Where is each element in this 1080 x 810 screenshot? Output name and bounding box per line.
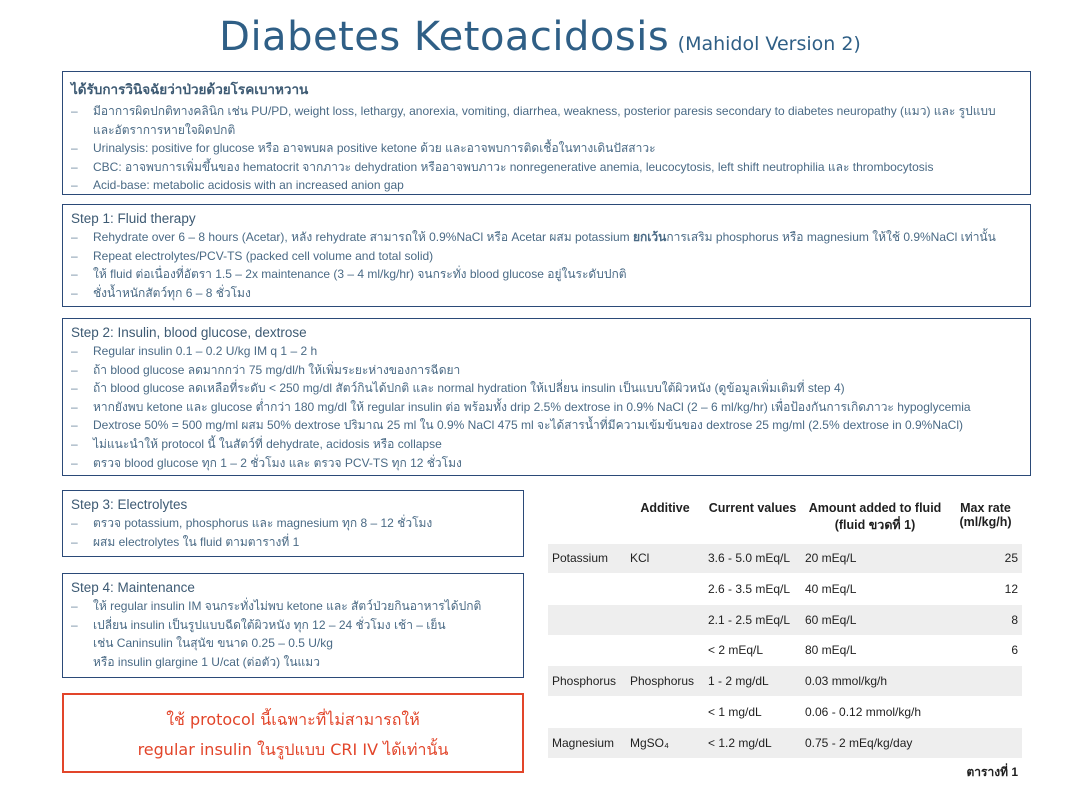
list-item: – หากยังพบ ketone และ glucose ต่ำกว่า 180 mg/dl ให้ regular insulin ต่อ พร้อมทั้ง drip 2.5% dextrose in 0.9% NaCl (2 – 6 ml/kg/hr) เพื่อป้องกันการเกิดภาวะ hypoglycemia [71, 398, 1022, 417]
step1-item1-bold: ยกเว้น [633, 230, 667, 244]
warning-line-1: ใช้ protocol นี้เฉพาะที่ไม่สามารถให้ [166, 710, 420, 729]
step2-box [62, 318, 1031, 476]
list-item: และอัตราการหายใจผิดปกติ [93, 122, 236, 137]
table-cell: MgSO₄ [626, 727, 704, 758]
table-cell: 12 [949, 574, 1022, 605]
table-cell: 80 mEq/L [801, 635, 949, 666]
table-row [548, 666, 1022, 697]
table-cell [626, 696, 704, 727]
table-cell: KCl [626, 543, 704, 574]
table-cell: Potassium [548, 543, 626, 574]
table-cell: < 1 mg/dL [704, 696, 801, 727]
table-cell: 0.03 mmol/kg/h [801, 666, 949, 697]
table-cell [949, 727, 1022, 758]
table-cell: 40 mEq/L [801, 574, 949, 605]
list-item: – Urinalysis: positive for glucose หรือ อาจพบผล positive ketone ด้วย และอาจพบการติดเชื้อในทางเดินปัสสาวะ [71, 139, 1022, 158]
step4-heading: Step 4: Maintenance [71, 580, 195, 595]
table-row [548, 543, 1022, 574]
table-cell: 0.75 - 2 mEq/kg/day [801, 727, 949, 758]
step4-list [71, 597, 515, 671]
list-item [71, 228, 1022, 247]
table-cell [949, 666, 1022, 697]
list-item: – Dextrose 50% = 500 mg/ml ผสม 50% dextrose ปริมาณ 25 ml ใน 0.9% NaCl 475 ml จะได้สารน้ำที่มีความเข้มข้นของ dextrose 25 mg/ml (2.5% dextrose in 0.9%NaCl) [71, 416, 1022, 435]
table-row [548, 604, 1022, 635]
page-title: Diabetes Ketoacidosis [219, 14, 670, 60]
list-item: – Repeat electrolytes/PCV-TS (packed cell volume and total solid) [71, 247, 1022, 266]
table-cell: Phosphorus [626, 666, 704, 697]
step3-box [62, 490, 524, 557]
warning-line-2: regular insulin ในรูปแบบ CRI IV ได้เท่านั้น [137, 740, 449, 759]
table-cell: 3.6 - 5.0 mEq/L [704, 543, 801, 574]
table-cell [626, 574, 704, 605]
diagnosis-box [62, 71, 1031, 195]
list-item: – ถ้า blood glucose ลดมากกว่า 75 mg/dl/h ให้เพิ่มระยะห่างของการฉีดยา [71, 361, 1022, 380]
table-row [548, 574, 1022, 605]
table-caption: ตารางที่ 1 [966, 765, 1018, 779]
list-item: – ผสม electrolytes ใน fluid ตามตารางที่ 1 [71, 533, 515, 552]
table-cell: Phosphorus [548, 666, 626, 697]
table-cell: 60 mEq/L [801, 604, 949, 635]
table-cell: 0.06 - 0.12 mmol/kg/h [801, 696, 949, 727]
list-item: เช่น Caninsulin ในสุนัข ขนาด 0.25 – 0.5 U/kg [93, 636, 333, 651]
table-cell: 25 [949, 543, 1022, 574]
table-header-cell: Max rate (ml/kg/h) [959, 501, 1012, 529]
table-cell: 2.6 - 3.5 mEq/L [704, 574, 801, 605]
list-item: – CBC: อาจพบการเพิ่มขึ้นของ hematocrit จากภาวะ dehydration หรืออาจพบภาวะ nonregenerative anemia, leucocytosis, left shift neutrophilia และ thrombocytosis [71, 158, 1022, 177]
list-item: หรือ insulin glargine 1 U/cat (ต่อตัว) ในแมว [93, 654, 320, 669]
list-item: – เปลี่ยน insulin เป็นรูปแบบฉีดใต้ผิวหนัง ทุก 12 – 24 ชั่วโมง เช้า – เย็น [71, 616, 515, 635]
table-header-cell [548, 497, 626, 543]
step1-heading: Step 1: Fluid therapy [71, 211, 196, 226]
step1-box [62, 204, 1031, 307]
warning-box [62, 693, 524, 773]
table-row [548, 635, 1022, 666]
step2-list [71, 342, 1022, 472]
table-cell [548, 635, 626, 666]
list-item: – ชั่งน้ำหนักสัตว์ทุก 6 – 8 ชั่วโมง [71, 284, 1022, 303]
table-cell: Magnesium [548, 727, 626, 758]
diagnosis-list [71, 102, 1022, 195]
electrolyte-table [548, 497, 1022, 758]
table-row [548, 696, 1022, 727]
table-header-cell: Current values [708, 501, 797, 515]
step3-list [71, 514, 515, 551]
list-item: – ตรวจ potassium, phosphorus และ magnesium ทุก 8 – 12 ชั่วโมง [71, 514, 515, 533]
list-item: – ไม่แนะนำให้ protocol นี้ ในสัตว์ที่ dehydrate, acidosis หรือ collapse [71, 435, 1022, 454]
table-header-cell: Amount added to fluid (fluid ขวดที่ 1) [808, 501, 942, 532]
step2-heading: Step 2: Insulin, blood glucose, dextrose [71, 325, 307, 340]
page-header [0, 14, 1080, 60]
step3-heading: Step 3: Electrolytes [71, 497, 188, 512]
list-item: – Acid-base: metabolic acidosis with an increased anion gap [71, 176, 1022, 195]
list-item: – มีอาการผิดปกติทางคลินิก เช่น PU/PD, weight loss, lethargy, anorexia, vomiting, diarrhea, weakness, posterior paresis secondary to diabetes neuropathy (แมว) และ รูปแบบ [71, 102, 1022, 121]
step1-item1-text-a: Rehydrate over 6 – 8 hours (Acetar), หลัง rehydrate สามารถให้ 0.9%NaCl หรือ Acetar ผสม potassium [93, 230, 633, 244]
list-item: – ให้ regular insulin IM จนกระทั่งไม่พบ ketone และ สัตว์ป่วยกินอาหารได้ปกติ [71, 597, 515, 616]
table-cell: 20 mEq/L [801, 543, 949, 574]
table-cell: 8 [949, 604, 1022, 635]
step1-list [71, 228, 1022, 302]
list-item: – Regular insulin 0.1 – 0.2 U/kg IM q 1 – 2 h [71, 342, 1022, 361]
table-cell: 1 - 2 mg/dL [704, 666, 801, 697]
table-cell: < 1.2 mg/dL [704, 727, 801, 758]
table-cell [548, 696, 626, 727]
table-cell [949, 696, 1022, 727]
table-cell [626, 635, 704, 666]
list-item: – ให้ fluid ต่อเนื่องที่อัตรา 1.5 – 2x maintenance (3 – 4 ml/kg/hr) จนกระทั่ง blood glucose อยู่ในระดับปกติ [71, 265, 1022, 284]
step1-item1-text-b: การเสริม phosphorus หรือ magnesium ให้ใช้ 0.9%NaCl เท่านั้น [666, 230, 996, 244]
page-subtitle: (Mahidol Version 2) [677, 33, 861, 55]
table-cell [626, 604, 704, 635]
list-item: – ถ้า blood glucose ลดเหลือที่ระดับ < 250 mg/dl สัตว์กินได้ปกติ และ normal hydration ให้เปลี่ยน insulin เป็นแบบใต้ผิวหนัง (ดูข้อมูลเพิ่มเติมที่ step 4) [71, 379, 1022, 398]
step4-box [62, 573, 524, 678]
list-item: – ตรวจ blood glucose ทุก 1 – 2 ชั่วโมง และ ตรวจ PCV-TS ทุก 12 ชั่วโมง [71, 454, 1022, 473]
table-row [548, 727, 1022, 758]
table-header-row [548, 497, 1022, 543]
table-cell: 6 [949, 635, 1022, 666]
table-cell [548, 574, 626, 605]
table-header-cell: Additive [640, 501, 690, 515]
table-cell: < 2 mEq/L [704, 635, 801, 666]
table-cell [548, 604, 626, 635]
table-cell: 2.1 - 2.5 mEq/L [704, 604, 801, 635]
diagnosis-heading: ได้รับการวินิจฉัยว่าป่วยด้วยโรคเบาหวาน [71, 82, 309, 97]
